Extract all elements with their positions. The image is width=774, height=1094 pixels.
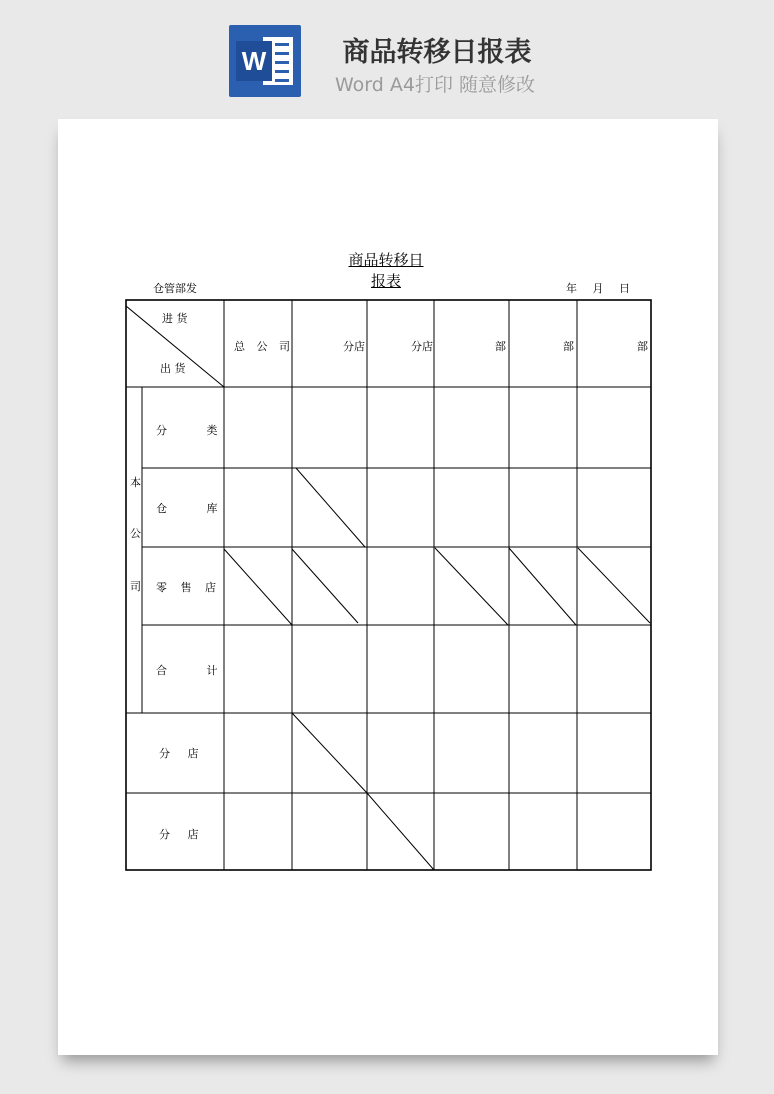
col-header-dept: 部 [637,340,648,353]
page-header [0,0,774,110]
department-label: 仓管部发 [153,282,197,295]
row-label-retail: 零 售 店 [156,581,216,594]
header-title: 商品转移日报表 [342,37,532,68]
row-label-warehouse: 仓 库 [156,502,218,515]
group-label-char: 本 [130,476,141,489]
cell-strike [292,549,358,623]
document-title: 商品转移日报表 [348,251,424,290]
group-label-char: 司 [130,580,141,593]
group-label-char: 公 [130,527,141,540]
cell-strike [296,468,365,547]
cell-strike [578,548,650,623]
row-label-category: 分 类 [156,424,218,437]
col-header-dept: 部 [495,340,506,353]
row-label-branch: 分 店 [159,747,199,760]
row-label-total: 合 计 [156,664,218,677]
cell-strike [367,793,434,870]
word-logo-icon [229,25,301,97]
cell-strike [509,548,576,625]
col-header-branch: 分店 [343,340,365,353]
date-label: 年 月 日 [566,282,630,295]
col-header-dept: 部 [563,340,574,353]
transfer-table [58,119,718,1055]
word-letter: W [236,41,272,81]
col-header-hq: 总 公 司 [234,340,290,353]
col-header-branch: 分店 [411,340,433,353]
document-page [58,119,718,1055]
cell-strike [292,713,367,793]
corner-inbound-label: 进 货 [162,312,188,325]
header-subtitle: Word A4打印 随意修改 [334,74,535,96]
corner-outbound-label: 出 货 [160,362,186,375]
cell-strike [435,548,508,625]
cell-strike [224,549,292,625]
row-label-branch: 分 店 [159,828,199,841]
